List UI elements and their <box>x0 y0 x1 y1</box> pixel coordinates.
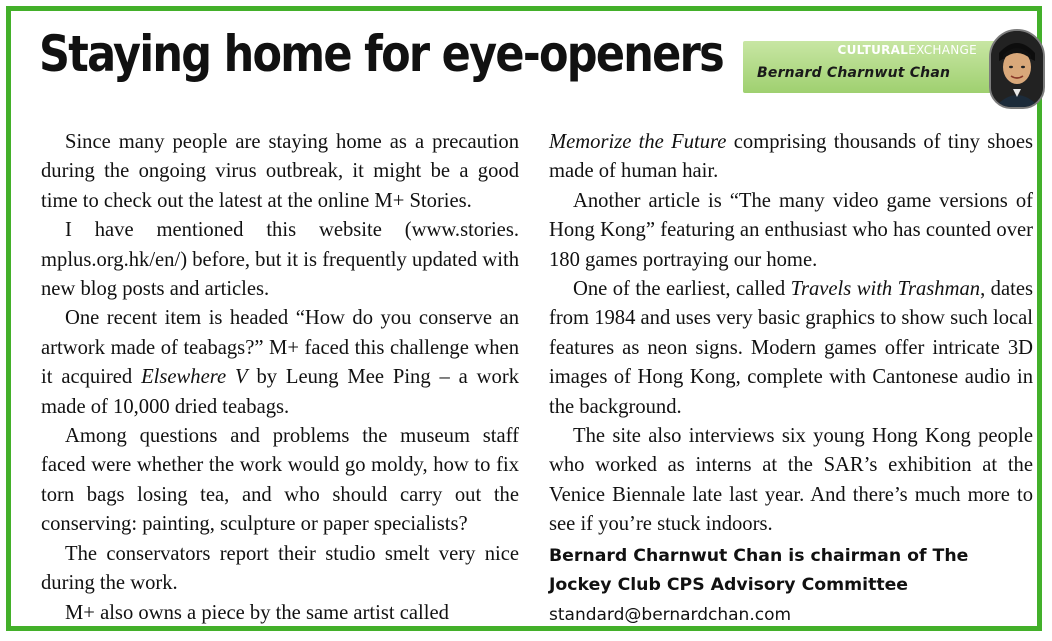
section-label-light: EXCHANGE <box>908 43 977 57</box>
byline: Bernard Charnwut Chan <box>757 65 951 81</box>
paragraph-text: One of the earliest, called <box>573 278 791 301</box>
paragraph: Another article is “The many video game versions of Hong Kong” featuring an enthusiast who has counted over 180 games portraying our home. <box>549 189 1033 271</box>
artwork-title: Elsewhere V <box>141 366 248 389</box>
paragraph: Among questions and problems the museum staff faced were whether the work would go moldy, how to fix torn bags losing tea, and who should carry out the conserving: painting, sculpture or paper specialists? <box>41 425 519 536</box>
paragraph <box>549 275 1033 422</box>
paragraph: The site also interviews six young Hong Kong people who worked as interns at the SAR’s exhibition at the Venice Biennale late last year. And there’s much more to see if you’re stuck indoors. <box>549 425 1033 536</box>
author-photo <box>989 29 1045 109</box>
paragraph: M+ also owns a piece by the same artist called <box>65 601 449 624</box>
paragraph: I have mentioned this website (www.stories. mplus.org.hk/en/) before, but it is frequently updated with new blog posts and articles. <box>41 219 519 301</box>
paragraph <box>549 128 1033 187</box>
article-column-right <box>549 128 1033 630</box>
paragraph <box>41 304 519 422</box>
paragraph-text: by Leung Mee Ping – a work made of 10,000 dried teabags. <box>41 366 520 418</box>
article-frame <box>6 6 1042 631</box>
author-bio: Bernard Charnwut Chan is chairman of The Jockey Club CPS Advisory Committee <box>549 545 969 596</box>
paragraph: Since many people are staying home as a precaution during the ongoing virus outbreak, it might be a good time to check out the latest at the online M+ Stories. <box>41 131 519 212</box>
game-title: Travels with Trashman <box>790 278 981 301</box>
artwork-title: Memorize the Future <box>549 131 727 153</box>
paragraph: The conservators report their studio smelt very nice during the work. <box>41 542 519 595</box>
paragraph-text: One recent item is headed “How do you conserve an artwork made of teabags?” M+ faced this challenge when it acquired <box>41 307 519 389</box>
article-column-left <box>41 128 519 628</box>
section-label <box>837 43 977 57</box>
section-label-strong: CULTURAL <box>837 43 909 57</box>
headline: Staying home for eye-openers <box>39 25 723 83</box>
paragraph-text: , dates from 1984 and uses very basic graphics to show such local features as neon signs. Modern games offer intricate 3D images of Hong Kong, complete with Cantonese audio in the background. <box>549 278 1033 418</box>
column-banner <box>743 41 1001 93</box>
paragraph-text: comprising thousands of tiny shoes made of human hair. <box>549 131 1033 183</box>
author-email[interactable]: standard@bernardchan.com <box>549 604 792 625</box>
